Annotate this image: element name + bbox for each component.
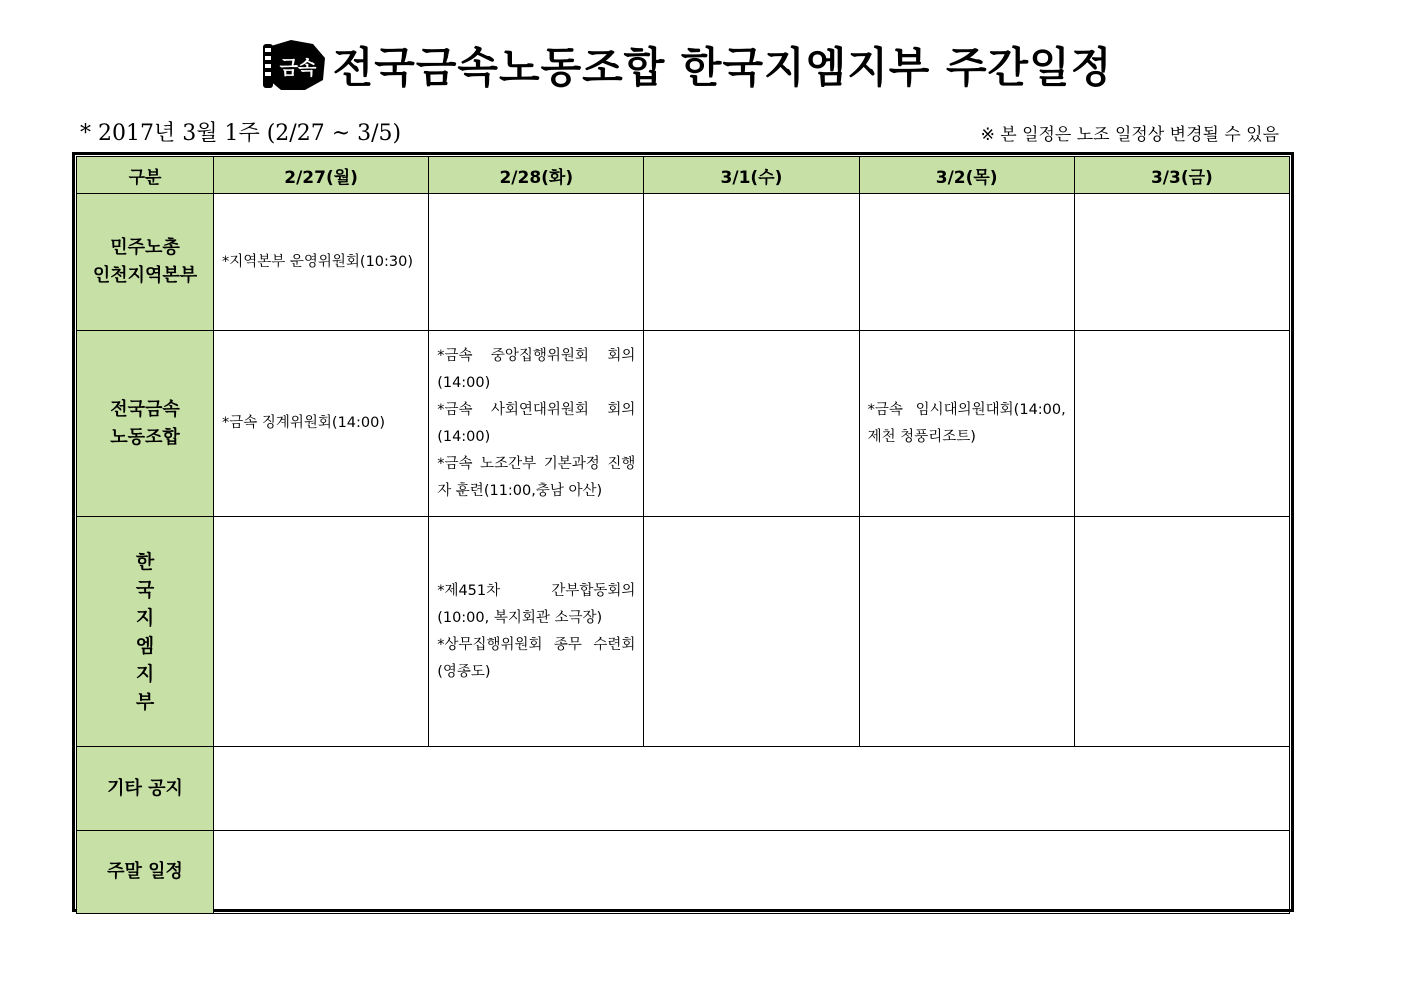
row-label: 기타 공지 xyxy=(77,747,214,831)
schedule-cell xyxy=(644,517,859,747)
other-notice-cell xyxy=(214,747,1290,831)
schedule-entry: *상무집행위원회 종무 수련회(영종도) xyxy=(437,636,636,680)
week-label: * 2017년 3월 1주 (2/27 ~ 3/5) xyxy=(80,121,402,146)
column-header: 2/28(화) xyxy=(429,157,644,194)
schedule-cell xyxy=(214,194,429,331)
column-header: 2/27(월) xyxy=(214,157,429,194)
schedule-entry: *금속 노조간부 기본과정 진행자 훈련(11:00,충남 아산) xyxy=(437,455,636,499)
weekend-schedule-cell xyxy=(214,831,1290,914)
schedule-entry: *지역본부 운영위원회(10:30) xyxy=(222,253,414,270)
schedule-cell xyxy=(1074,517,1289,747)
schedule-cell xyxy=(214,331,429,517)
table-row xyxy=(77,194,1290,331)
schedule-cell xyxy=(859,331,1074,517)
schedule-cell xyxy=(644,194,859,331)
column-header: 3/2(목) xyxy=(859,157,1074,194)
schedule-cell xyxy=(1074,331,1289,517)
row-label: 전국금속 노동조합 xyxy=(77,331,214,517)
table-row xyxy=(77,331,1290,517)
schedule-cell xyxy=(214,517,429,747)
schedule-entry: *금속 징계위원회(14:00) xyxy=(222,415,386,431)
column-header: 3/1(수) xyxy=(644,157,859,194)
schedule-cell xyxy=(1074,194,1289,331)
schedule-entry: *제451차 간부합동회의(10:00, 복지회관 소극장) xyxy=(437,582,636,626)
column-header: 구분 xyxy=(77,157,214,194)
schedule-notice: ※ 본 일정은 노조 일정상 변경될 수 있음 xyxy=(980,125,1279,145)
schedule-table xyxy=(76,156,1290,914)
schedule-cell xyxy=(429,331,644,517)
table-row xyxy=(77,831,1290,914)
schedule-cell xyxy=(644,331,859,517)
schedule-entry: *금속 사회연대위원회 회의(14:00) xyxy=(437,401,636,445)
page-title: 전국금속노동조합 한국지엠지부 주간일정 xyxy=(332,43,1113,92)
schedule-entry: *금속 임시대의원대회(14:00, 제천 청풍리조트) xyxy=(867,401,1066,445)
schedule-cell xyxy=(859,517,1074,747)
column-header: 3/3(금) xyxy=(1074,157,1289,194)
title-row xyxy=(0,30,1403,100)
svg-text:금속: 금속 xyxy=(279,57,317,79)
schedule-entry: *금속 중앙집행위원회 회의(14:00) xyxy=(437,347,636,391)
schedule-cell xyxy=(429,517,644,747)
schedule-cell xyxy=(429,194,644,331)
union-logo-icon xyxy=(261,36,329,94)
table-row xyxy=(77,747,1290,831)
table-row xyxy=(77,517,1290,747)
schedule-frame xyxy=(72,152,1294,912)
schedule-cell xyxy=(859,194,1074,331)
row-label: 한 국 지 엠 지 부 xyxy=(77,517,214,747)
header-row xyxy=(77,157,1290,194)
row-label: 주말 일정 xyxy=(77,831,214,914)
row-label: 민주노총 인천지역본부 xyxy=(77,194,214,331)
